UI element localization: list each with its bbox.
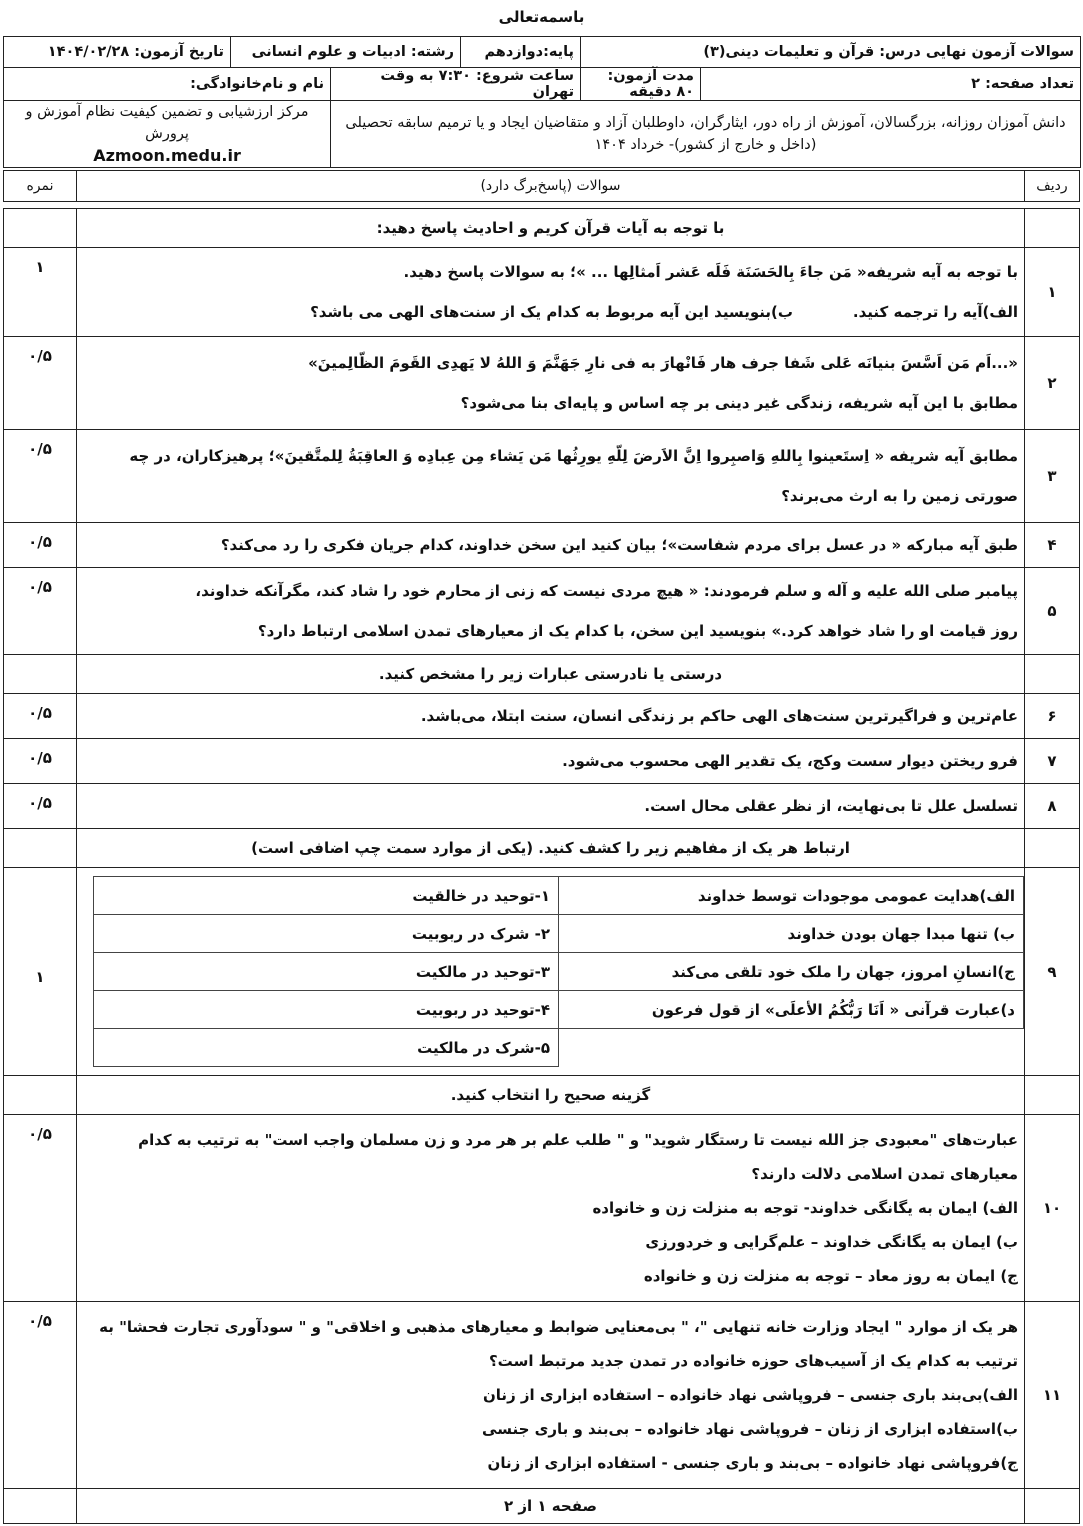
question-row [4, 430, 1080, 523]
question-score: ۰/۵ [4, 337, 77, 430]
question-number: ۴ [1025, 523, 1080, 568]
question-text [77, 1115, 1025, 1302]
question-text [77, 694, 1025, 739]
audience-info [331, 101, 1081, 168]
question-score: ۰/۵ [4, 1302, 77, 1489]
option-a[interactable]: الف)بی‌بند باری جنسی – فروپاشی نهاد خانواده – استفاده ابزاری از زنان [483, 1386, 1018, 1404]
question-number: ۳ [1025, 430, 1080, 523]
option-b[interactable]: ب) ایمان به یگانگی خداوند – علم‌گرایی و خردورزی [645, 1233, 1018, 1251]
question-line: مطابق با این آیه شریفه، زندگی غیر دینی بر چه اساس و پایه‌ای بنا می‌شود؟ [460, 394, 1018, 412]
question-row [4, 784, 1080, 829]
question-row [4, 868, 1080, 1076]
matching-table [93, 876, 1024, 1067]
question-text [77, 739, 1025, 784]
exam-date: تاریخ آزمون: ۱۴۰۴/۰۲/۲۸ [4, 37, 231, 68]
question-text [77, 1302, 1025, 1489]
audience-line-2: (داخل و خارج از کشور)- خرداد ۱۴۰۴ [594, 137, 817, 153]
row-column-header: ردیف [1025, 171, 1080, 202]
course-title: سوالات آزمون نهایی درس: قرآن و تعلیمات دینی(۳) [581, 37, 1081, 68]
match-right-item: ج)انسانِ امروز، جهان را ملک خود تلقی می‌کند [559, 953, 1024, 991]
match-left-item: ۲- شرک در ربوبیت [94, 915, 559, 953]
center-info [4, 101, 331, 168]
question-text [77, 430, 1025, 523]
section-heading-multiple-choice: گزینه صحیح را انتخاب کنید. [77, 1076, 1025, 1115]
field: رشته: ادبیات و علوم انسانی [231, 37, 461, 68]
questions-column-header: سوالات (پاسخ‌برگ دارد) [77, 171, 1025, 202]
question-number: ۲ [1025, 337, 1080, 430]
question-text [77, 568, 1025, 655]
question-line: روز قیامت او را شاد خواهد کرد.» بنویسید این سخن، با کدام یک از معیارهای تمدن اسلامی ارتباط دارد؟ [257, 622, 1018, 640]
page-count: تعداد صفحه: ۲ [701, 68, 1081, 101]
option-b[interactable]: ب)استفاده ابزاری از زنان – فروپاشی نهاد خانواده – بی‌بند و باری جنسی [482, 1420, 1018, 1438]
question-text [77, 523, 1025, 568]
score-column-header: نمره [4, 171, 77, 202]
page-number: صفحه ۱ از ۲ [77, 1489, 1025, 1524]
question-score: ۰/۵ [4, 430, 77, 523]
question-row [4, 248, 1080, 337]
part-a: الف)آیه را ترجمه کنید. [852, 303, 1018, 321]
question-line: معیارهای تمدن اسلامی دلالت دارند؟ [751, 1165, 1018, 1183]
question-row [4, 337, 1080, 430]
question-score: ۰/۵ [4, 784, 77, 829]
question-line: عام‌ترین و فراگیرترین سنت‌های الهی حاکم بر زندگی انسان، سنت ابتلا، می‌باشد. [420, 707, 1018, 725]
column-header [3, 170, 1080, 202]
question-number: ۱ [1025, 248, 1080, 337]
question-line: طبق آیه مبارکه « در عسل برای مردم شفاست»؛ بیان کنید این سخن خداوند، کدام جریان فکری را رد می‌کند؟ [220, 536, 1018, 554]
section-heading-matching: ارتباط هر یک از مفاهیم زیر را کشف کنید. (یکی از موارد سمت چپ اضافی است) [77, 829, 1025, 868]
part-b: ب)بنویسید این آیه مربوط به کدام یک از سنت‌های الهی می باشد؟ [310, 303, 793, 321]
question-row [4, 694, 1080, 739]
question-row [4, 523, 1080, 568]
question-line [83, 292, 1018, 332]
option-c[interactable]: ج)فروپاشی نهاد خانواده – بی‌بند و باری جنسی - استفاده ابزاری از زنان [487, 1454, 1018, 1472]
question-row [4, 1115, 1080, 1302]
question-number: ۸ [1025, 784, 1080, 829]
question-line: فرو ریختن دیوار سست وکج، یک تقدیر الهی محسوب می‌شود. [562, 752, 1018, 770]
match-right-item: د)عبارت قرآنی « اَنَا رَبُّکُمُ الأعلَی» از قول فرعون [559, 991, 1024, 1029]
question-line: مطابق آیه شریفه « اِستَعینوا بِاللهِ وَاصبِروا اِنَّ الاَرضَ لِلّهِ یورِثُها مَن یَشاء مِن عِبادِه وَ العاقِبَةُ لِلمتَّقینَ»؛ پرهیزکاران، در چه [129, 447, 1018, 465]
question-number: ۵ [1025, 568, 1080, 655]
question-text [77, 784, 1025, 829]
question-line: پیامبر صلی الله علیه و آله و سلم فرمودند: « هیچ مردی نیست که زنی از محارم خود را شاد کند، مگرآنکه خداوند، [195, 582, 1018, 600]
question-text [77, 337, 1025, 430]
exam-header [3, 36, 1081, 168]
question-score: ۰/۵ [4, 739, 77, 784]
question-line: «...اَم مَن اَسَّسَ بنیانَه عَلی شَفا جرف هار فَانْهارَ به فی نارِ جَهَنَّمَ وَ اللهُ لا یَهدِی القَومَ الظّالِمینَ» [308, 354, 1018, 372]
question-text [77, 248, 1025, 337]
document-title: باسمه‌تعالی [498, 8, 585, 26]
matching-area [77, 868, 1025, 1076]
questions-table [3, 208, 1080, 1524]
option-a[interactable]: الف) ایمان به یگانگی خداوند- توجه به منزلت زن و خانواده [592, 1199, 1018, 1217]
section-heading-true-false: درستی یا نادرستی عبارات زیر را مشخص کنید. [77, 655, 1025, 694]
question-row [4, 1302, 1080, 1489]
option-c[interactable]: ج) ایمان به روز معاد – توجه به منزلت زن و خانواده [643, 1267, 1018, 1285]
question-number: ۱۱ [1025, 1302, 1080, 1489]
duration: مدت آزمون: ۸۰ دقیقه [581, 68, 701, 101]
match-right-item: ب) تنها مبدا جهان بودن خداوند [559, 915, 1024, 953]
match-left-item: ۳-توحید در مالکیت [94, 953, 559, 991]
question-line: با توجه به آیه شریفه« مَن جاءَ بِالحَسَنَة فَلَه عَشر اَمثالِها ... »؛ به سوالات پاسخ دهید. [403, 263, 1018, 281]
question-score: ۱ [4, 248, 77, 337]
question-line: صورتی زمین را به ارث می‌برند؟ [781, 487, 1018, 505]
question-row [4, 739, 1080, 784]
section-heading-quran: با توجه به آیات قرآن کریم و احادیث پاسخ دهید: [77, 209, 1025, 248]
question-score: ۰/۵ [4, 1115, 77, 1302]
match-left-item: ۱-توحید در خالقیت [94, 877, 559, 915]
student-name-field[interactable]: نام و نام‌خانوادگی: [4, 68, 331, 101]
question-score: ۱ [4, 868, 77, 1076]
question-score: ۰/۵ [4, 523, 77, 568]
question-score: ۰/۵ [4, 568, 77, 655]
match-left-item: ۵-شرک در مالکیت [94, 1029, 559, 1067]
question-line: تسلسل علل تا بی‌نهایت، از نظر عقلی محال است. [644, 797, 1018, 815]
match-left-item: ۴-توحید در ربوبیت [94, 991, 559, 1029]
question-line: هر یک از موارد " ایجاد وزارت خانه تنهایی "، " بی‌معنایی ضوابط و معیارهای مذهبی و اخلاقی" و " سودآوری تجارت فحشا" به [99, 1318, 1018, 1336]
question-line: عبارت‌های "معبودی جز الله نیست تا رستگار شوید" و " طلب علم بر هر مرد و زن مسلمان واجب است" به ترتیب به کدام [138, 1131, 1018, 1149]
center-name: مرکز ارزشیابی و تضمین کیفیت نظام آموزش و پرورش [25, 104, 309, 142]
question-row [4, 568, 1080, 655]
question-number: ۹ [1025, 868, 1080, 1076]
website-link[interactable]: Azmoon.medu.ir [93, 146, 241, 165]
question-number: ۱۰ [1025, 1115, 1080, 1302]
question-number: ۷ [1025, 739, 1080, 784]
audience-line-1: دانش آموزان روزانه، بزرگسالان، آموزش از راه دور، ایثارگران، داوطلبان آزاد و متقاضیان ایجاد و یا ترمیم سابقه تحصیلی [345, 115, 1066, 131]
start-time: ساعت شروع: ۷:۳۰ به وقت تهران [331, 68, 581, 101]
question-score: ۰/۵ [4, 694, 77, 739]
grade: پایه:دوازدهم [461, 37, 581, 68]
question-line: ترتیب به کدام یک از آسیب‌های حوزه خانواده در تمدن جدید مرتبط است؟ [488, 1352, 1018, 1370]
match-right-item: الف)هدایت عمومی موجودات توسط خداوند [559, 877, 1024, 915]
question-number: ۶ [1025, 694, 1080, 739]
